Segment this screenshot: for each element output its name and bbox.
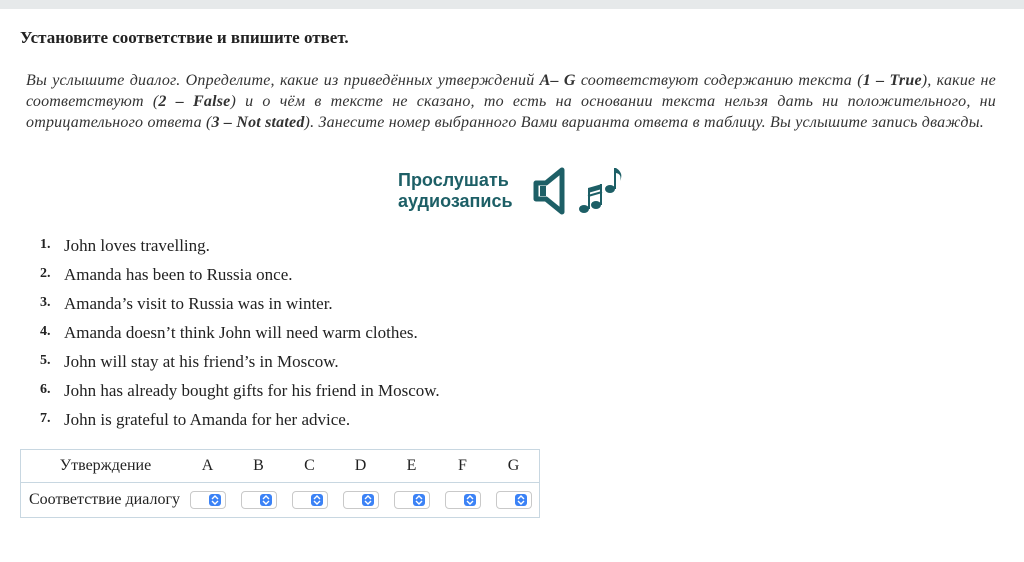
statements-list [40, 236, 440, 439]
answer-select-d[interactable] [343, 491, 379, 509]
answer-cell [335, 483, 386, 518]
statement-item [40, 381, 440, 410]
letter-f: F [437, 450, 488, 483]
answer-table [20, 449, 540, 518]
select-arrows-icon [311, 494, 323, 506]
letter-e: E [386, 450, 437, 483]
top-bar [0, 0, 1024, 9]
statement-number: 6. [40, 382, 51, 397]
letter-b: B [233, 450, 284, 483]
answer-cell [437, 483, 488, 518]
select-arrows-icon [515, 494, 527, 506]
answer-select-g[interactable] [496, 491, 532, 509]
statement-number: 2. [40, 266, 51, 281]
statement-text: John loves travelling. [64, 236, 210, 255]
statement-number: 1. [40, 237, 51, 252]
answer-cell [284, 483, 335, 518]
instructions-bold: 2 – False [158, 93, 231, 110]
statement-number: 3. [40, 295, 51, 310]
select-arrows-icon [413, 494, 425, 506]
task-title: Установите соответствие и впишите ответ. [20, 28, 349, 47]
answer-select-e[interactable] [394, 491, 430, 509]
instructions-text [26, 70, 996, 133]
instructions-bold: A– G [539, 72, 576, 89]
instructions-part: ), какие не соответствуют ( [26, 72, 996, 110]
instructions-bold: 3 – Not stated [211, 114, 305, 131]
answer-select-b[interactable] [241, 491, 277, 509]
letter-c: C [284, 450, 335, 483]
music-notes-icon [576, 165, 626, 217]
answer-cell [182, 483, 233, 518]
audio-icons [532, 165, 632, 217]
answer-select-f[interactable] [445, 491, 481, 509]
answer-row-label: Соответствие диалогу [29, 491, 181, 508]
statement-text: John will stay at his friend’s in Moscow. [64, 352, 339, 371]
instructions-part: Вы услышите диалог. Определите, какие из приведённых утверждений [26, 72, 540, 89]
statement-item [40, 323, 440, 352]
letter-g: G [488, 450, 540, 483]
statement-header: Утверждение [21, 450, 183, 483]
statement-text: Amanda doesn’t think John will need warm clothes. [64, 323, 418, 342]
statement-text: John is grateful to Amanda for her advice. [64, 410, 351, 429]
select-arrows-icon [464, 494, 476, 506]
select-arrows-icon [209, 494, 221, 506]
answer-select-c[interactable] [292, 491, 328, 509]
select-arrows-icon [260, 494, 272, 506]
statement-item [40, 265, 440, 294]
statement-number: 5. [40, 353, 51, 368]
answer-cell [233, 483, 284, 518]
play-audio-button[interactable] [398, 166, 632, 216]
statement-text: John has already bought gifts for his friend in Moscow. [64, 381, 440, 400]
instructions-part: соответствуют содержанию текста ( [575, 72, 863, 89]
statement-text: Amanda has been to Russia once. [64, 265, 293, 284]
statement-item [40, 410, 440, 439]
statement-item [40, 352, 440, 381]
answer-cell [488, 483, 540, 518]
letter-a: A [182, 450, 233, 483]
answer-cell [386, 483, 437, 518]
answer-select-a[interactable] [190, 491, 226, 509]
table-answer-row [21, 483, 540, 518]
letter-d: D [335, 450, 386, 483]
select-arrows-icon [362, 494, 374, 506]
statement-number: 7. [40, 411, 51, 426]
instructions-part: ) и о чём в тексте не сказано, то есть на основании текста нельзя дать ни положительного, ни отрицательного ответа ( [26, 93, 997, 131]
table-header-row [21, 450, 540, 483]
audio-label-line1: Прослушать [398, 170, 509, 190]
instructions-bold: 1 – True [862, 72, 922, 89]
statement-item [40, 236, 440, 265]
statement-number: 4. [40, 324, 51, 339]
statement-text: Amanda’s visit to Russia was in winter. [64, 294, 333, 313]
instructions-part: ). Занесите номер выбранного Вами варианта ответа в таблицу. Вы услышите запись дважды. [304, 114, 984, 131]
audio-label [398, 170, 528, 212]
audio-label-line2: аудиозапись [398, 191, 513, 211]
statement-item [40, 294, 440, 323]
